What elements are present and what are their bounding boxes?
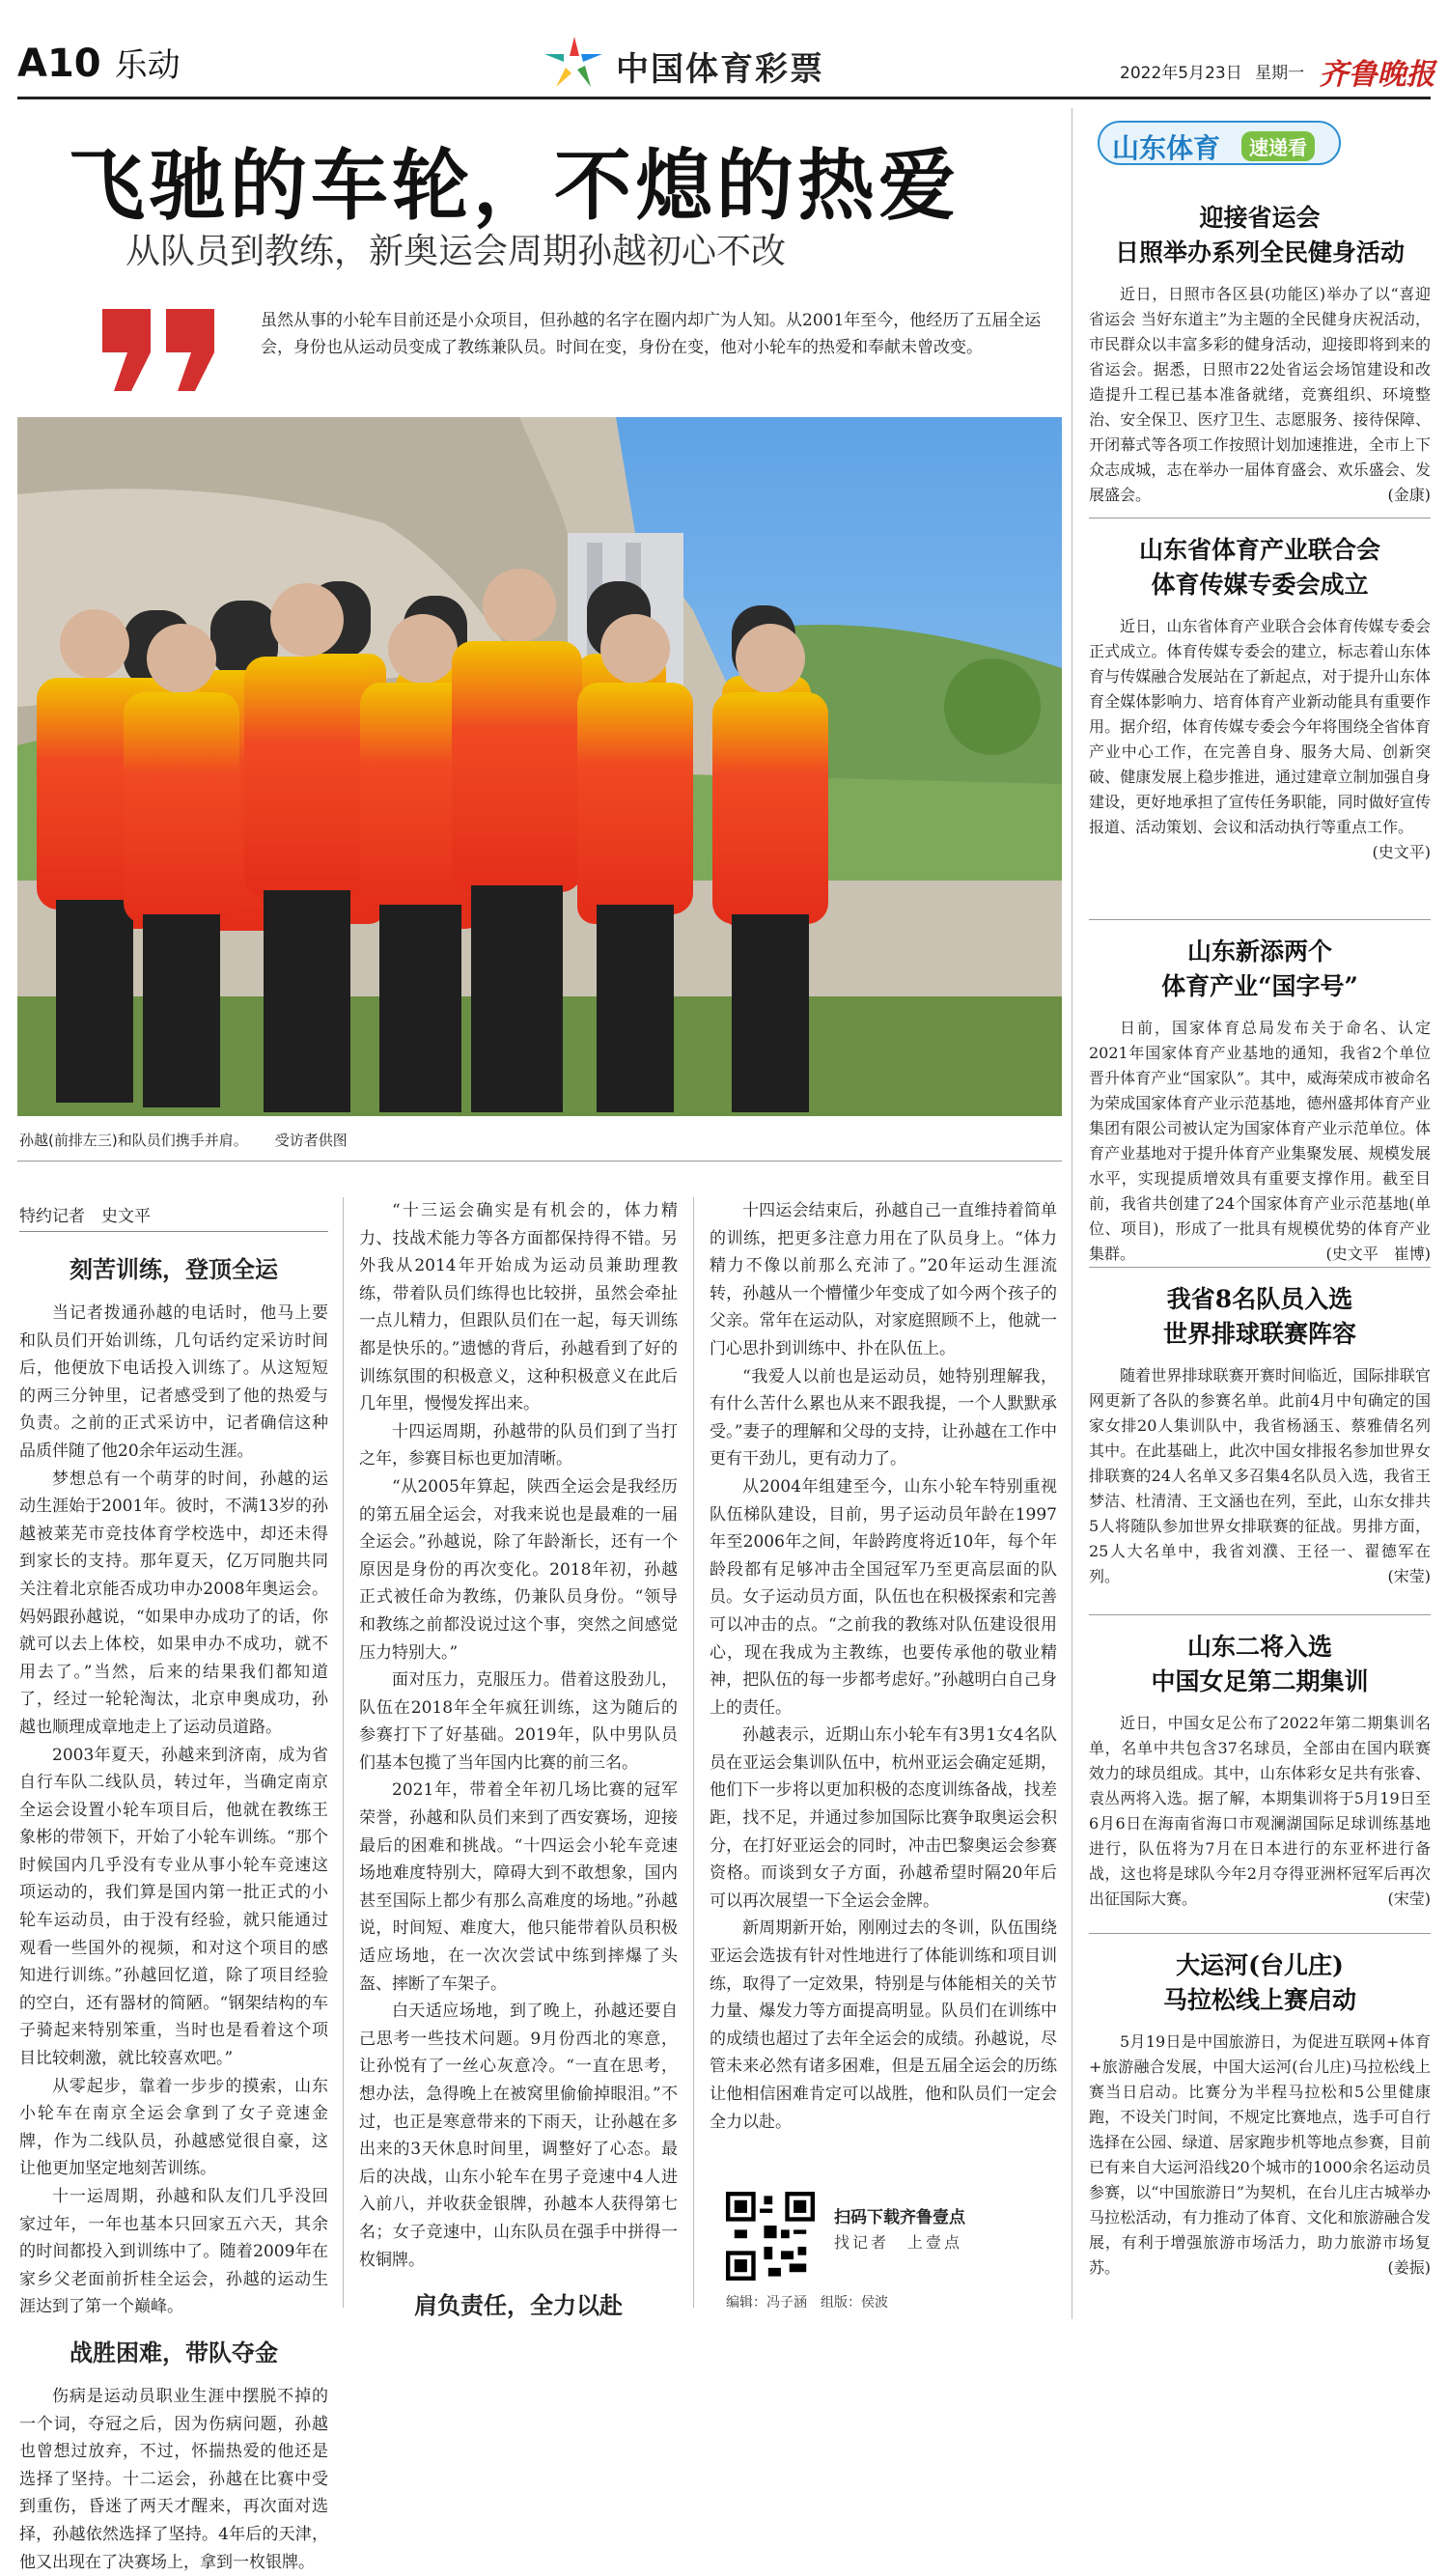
- sidebar-title: 体育产业“国字号”: [1161, 972, 1358, 1000]
- sidebar-title: 山东省体育产业联合会: [1138, 536, 1380, 564]
- sidebar-author: (宋莹): [1387, 1890, 1431, 1908]
- sidebar-body: 近日，中国女足公布了2022年第二期集训名单，名单中共包含37名球员，全部由在国内联赛效力的球员组成。其中，山东体彩女足共有张睿、袁丛两将入选。据了解，本期集训将于5月19日至6月6日在海南省海口市观澜湖国际足球训练基地进行，队伍将为7月在日本进行的东亚杯进行备战，这也将是球队今年2月夺得亚洲杯冠军后再次出征国际大赛。 (宋莹): [1089, 1711, 1431, 1912]
- article-paragraph: 面对压力，克服压力。借着这股劲儿，队伍在2018年全年疯狂训练，这为随后的参赛打下了好基础。2019年，队中男队员们基本包揽了当年国内比赛的前三名。: [359, 1670, 678, 1773]
- sidebar-title: 山东二将入选: [1186, 1633, 1332, 1661]
- article-byline: 特约记者 史文平: [19, 1207, 151, 1226]
- sidebar-title: 体育传媒专委会成立: [1151, 571, 1369, 599]
- section-heading-2: 战胜困难，带队夺金: [70, 2338, 278, 2366]
- sidebar-title: 中国女足第二期集训: [1151, 1667, 1369, 1695]
- article-paragraph: 梦想总有一个萌芽的时间，孙越的运动生涯始于2001年。彼时，不满13岁的孙越被莱芜市竞技体育学校选中，却还未得到家长的支持。那年夏天，亿万同胞共同关注着北京能否成功申办2008年奥运会。妈妈跟孙越说，“如果申办成功了的话，你就可以去上体校，如果申办不成功，就不用去了。”当然，后来的结果我们都知道了，经过一轮轮淘汰，北京申奥成功，孙越也顺理成章地走上了运动员道路。: [19, 1469, 328, 1737]
- article-column-1: [19, 1238, 328, 2572]
- sidebar-title: 我省8名队员入选: [1166, 1285, 1353, 1313]
- qr-section: [726, 2192, 1054, 2317]
- article-headline: 飞驰的车轮，不熄的热爱: [68, 140, 960, 231]
- sidebar-body: 日前，国家体育总局发布关于命名、认定2021年国家体育产业基地的通知，我省2个单位晋升体育产业“国家队”。其中，威海荣成市被命名为荣成国家体育产业示范基地，德州盛邦体育产业集团有限公司被认定为国家体育产业示范单位。体育产业基地对于提升体育产业集聚发展、规模发展水平，实现提质增效具有重要支撑作用。截至目前，我省共创建了24个国家体育产业示范基地(单位、项目)，形成了一批具有规模优势的体育产业集群。 (史文平 崔博): [1089, 1016, 1431, 1267]
- article-paragraph: “我爱人以前也是运动员，她特别理解我，有什么苦什么累也从来不跟我提，一个人默默承受。”妻子的理解和父母的支持，让孙越在工作中更有干劲儿，更有动力了。: [710, 1366, 1057, 1470]
- sidebar-article-2: [1089, 533, 1431, 865]
- article-paragraph: 十四运周期，孙越带的队员们到了当打之年，参赛目标也更加清晰。: [359, 1421, 678, 1470]
- article-subhead: 从队员到教练，新奥运会周期孙越初心不改: [125, 232, 787, 271]
- photo-caption: [19, 1130, 348, 1150]
- article-column-3: [710, 1197, 1057, 2182]
- sidebar-rule: [1089, 1933, 1431, 1934]
- photo-credit: 受访者供图: [274, 1132, 348, 1149]
- page-number: [17, 39, 181, 86]
- sidebar-article-1: [1089, 201, 1431, 508]
- sidebar-article-5: [1089, 1630, 1431, 1912]
- sidebar-article-3: [1089, 935, 1431, 1267]
- sidebar-title: 山东新添两个: [1186, 938, 1332, 966]
- article-paragraph: 从零起步，靠着一步步的摸索，山东小轮车在南京全运会拿到了女子竞速金牌，作为二线队员，孙越感觉很自豪，这让他更加坚定地刻苦训练。: [19, 2076, 328, 2179]
- sidebar-title: 日照举办系列全民健身活动: [1114, 238, 1405, 266]
- sidebar-body: 5月19日是中国旅游日，为促进互联网+体育+旅游融合发展，中国大运河(台儿庄)马拉松线上赛当日启动。比赛分为半程马拉松和5公里健康跑，不设关门时间，不规定比赛地点，选手可自行选择在公园、绿道、居家跑步机等地点参赛，目前已有来自大运河沿线20个城市的1000余名运动员参赛，以“中国旅游日”为契机，在台儿庄古城举办马拉松活动，有力推动了体育、文化和旅游融合发展，有利于增强旅游市场活力，助力旅游市场复苏。 (姜振): [1089, 2030, 1431, 2281]
- sidebar-article-6: [1089, 1948, 1431, 2281]
- qr-code-icon[interactable]: [726, 2192, 815, 2281]
- issue-weekday: 星期一: [1255, 64, 1305, 83]
- sidebar-title: 马拉松线上赛启动: [1162, 1986, 1356, 2014]
- section-heading-1: 刻苦训练，登顶全运: [70, 1255, 278, 1283]
- sidebar-body: 近日，山东省体育产业联合会体育传媒专委会正式成立。体育传媒专委会的建立，标志着山东体育与传媒融合发展站在了新起点，对于提升山东体育全媒体影响力、培育体育产业新动能具有重要作用。据介绍，体育传媒专委会今年将围绕全省体育产业中心工作，在完善自身、服务大局、创新突破、健康发展上稳步推进，通过建章立制加强自身建设，更好地承担了宣传任务职能，同时做好宣传报道、活动策划、会议和活动执行等重点工作。 (史文平): [1089, 614, 1431, 840]
- article-paragraph: “十三运会确实是有机会的，体力精力、技战术能力等各方面都保持得不错。另外我从2014年开始成为运动员兼助理教练，带着队员们练得也比较拼，虽然会牵扯一点儿精力，但跟队员们在一起，每天训练都是快乐的。”遗憾的背后，孙越看到了好的训练氛围的积极意义，这种积极意义在此后几年里，慢慢发挥出来。: [359, 1201, 678, 1414]
- team-photo: [17, 417, 1062, 1116]
- column-divider: [343, 1197, 344, 2308]
- newspaper-logo: 齐鲁晚报: [1319, 58, 1435, 92]
- issue-info: [1120, 50, 1435, 93]
- sidebar-body: 近日，日照市各区县(功能区)举办了以“喜迎省运会 当好东道主”为主题的全民健身庆祝活动，市民群众以丰富多彩的健身活动，迎接即将到来的省运会。据悉，日照市22处省运会场馆建设和改造提升工程已基本准备就绪，竞赛组织、环境整治、安全保卫、医疗卫生、志愿服务、接待保障、开闭幕式等各项工作按照计划加速推进，全市上下众志成城，志在举办一届体育盛会、欢乐盛会、发展盛会。 (金康): [1089, 282, 1431, 508]
- article-paragraph: 新周期新开始，刚刚过去的冬训，队伍围绕亚运会选拔有针对性地进行了体能训练和项目训练，取得了一定效果，特别是与体能相关的关节力量、爆发力等方面提高明显。队员们在训练中的成绩也超过了去年全运会的成绩。孙越说，尽管未来必然有诸多困难，但是五届全运会的历练让他相信困难肯定可以战胜，他和队员们一定会全力以赴。: [710, 1918, 1057, 2132]
- sidebar-news: [1089, 108, 1431, 2319]
- caption-text: 孙越(前排左三)和队员们携手并肩。: [19, 1132, 248, 1149]
- sidebar-author: (宋莹): [1387, 1567, 1431, 1585]
- sidebar-article-4: [1089, 1282, 1431, 1589]
- banner-title: 山东体育: [1112, 132, 1221, 164]
- caption-rule: [17, 1161, 1062, 1162]
- section-name: 乐动: [114, 46, 181, 85]
- article-paragraph: 2021年，带着全年初几场比赛的冠军荣誉，孙越和队员们来到了西安赛场，迎接最后的困难和挑战。“十四运会小轮车竞速场地难度特别大，障碍大到不敢想象，国内甚至国际上都少有那么高难度的场地。”孙越说，时间短、难度大，他只能带着队员积极适应场地，在一次次尝试中练到摔爆了头盔、摔断了车架子。: [359, 1780, 678, 1994]
- banner-tag: 速递看: [1241, 131, 1315, 161]
- brand-name: 中国体育彩票: [616, 50, 824, 89]
- article-paragraph: “从2005年算起，陕西全运会是我经历的第五届全运会，对我来说也是最难的一届全运会。”孙越说，除了年龄渐长，还有一个原因是身份的再次变化。2018年初，孙越正式被任命为教练，仍兼队员身份。“领导和教练之前都没说过这个事，突然之间感觉压力特别大。”: [359, 1476, 678, 1663]
- sidebar-author: (史文平 崔博): [1325, 1245, 1431, 1263]
- byline-rule: [19, 1231, 328, 1232]
- article-paragraph: 十四运会结束后，孙越自己一直维持着简单的训练，把更多注意力用在了队员身上。“体力精力不像以前那么充沛了。”20年运动生涯流转，孙越从一个懵懂少年变成了如今两个孩子的父亲。常年在运动队，对家庭照顾不上，他就一门心思扑到训练中、扑在队伍上。: [710, 1201, 1057, 1358]
- article-paragraph: 当记者拨通孙越的电话时，他马上要和队员们开始训练，几句话约定采访时间后，他便放下电话投入训练了。从这短短的两三分钟里，记者感受到了他的热爱与负责。之前的正式采访中，记者确信这种品质伴随了他20余年运动生涯。: [19, 1303, 328, 1461]
- qr-label: 扫码下载齐鲁壹点: [834, 2208, 965, 2227]
- section-heading-3: 肩负责任，全力以赴: [414, 2291, 623, 2320]
- column-divider: [693, 1197, 694, 2308]
- article-paragraph: 2003年夏天，孙越来到济南，成为省自行车队二线队员，转过年，当确定南京全运会设置小轮车项目后，他就在教练王象彬的带领下，开始了小轮车训练。“那个时候国内几乎没有专业从事小轮车竞速这项运动的，我们算是国内第一批正式的小轮车运动员，由于没有经验，就只能通过观看一些国外的视频，和对这个项目的感知进行训练。”孙越回忆道，除了项目经验的空白，还有器材的简陋。“钢架结构的车子骑起来特别笨重，当时也是看着这个项目比较刺激，就比较喜欢吧。”: [19, 1745, 328, 2069]
- article-paragraph: 十一运周期，孙越和队友们几乎没回家过年，一年也基本只回家五六天，其余的时间都投入到训练中了。随着2009年在家乡父老面前折桂全运会，孙越的运动生涯达到了第一个巅峰。: [19, 2187, 328, 2317]
- page-label: A10: [17, 42, 101, 86]
- article-paragraph: 孙越表示，近期山东小轮车有3男1女4名队员在亚运会集训队伍中，杭州亚运会确定延期，他们下一步将以更加积极的态度训练备战，找差距，找不足，并通过参加国际比赛争取奥运会积分，在打好亚运会的同时，冲击巴黎奥运会参赛资格。而谈到女子方面，孙越希望时隔20年后可以再次展望一下全运会金牌。: [710, 1725, 1057, 1911]
- sidebar-rule: [1089, 1614, 1431, 1615]
- masthead-rule: [17, 97, 1431, 99]
- sidebar-title: 世界排球联赛阵容: [1162, 1320, 1356, 1348]
- lottery-logo: [541, 33, 859, 91]
- qr-sublabel: 找记者 上壹点: [834, 2233, 963, 2252]
- article-paragraph: 从2004年组建至今，山东小轮车特别重视队伍梯队建设，目前，男子运动员年龄在1997年至2006年之间，年龄跨度将近10年，每个年龄段都有足够冲击全国冠军乃至更高层面的队员。女子运动员方面，队伍也在积极探索和完善可以冲击的点。“之前我的教练对队伍建设很用心，现在我成为主教练，也要传承他的敬业精神，把队伍的每一步都考虑好。”孙越明白自己身上的责任。: [710, 1476, 1057, 1718]
- sidebar-rule: [1089, 919, 1431, 920]
- article-paragraph: 白天适应场地，到了晚上，孙越还要自己思考一些技术问题。9月份西北的寒意，让孙悦有了一丝心灰意冷。“一直在思考，想办法，急得晚上在被窝里偷偷掉眼泪。”不过，也正是寒意带来的下雨天，让孙越在多出来的3天休息时间里，调整好了心态。最后的决战，山东小轮车在男子竞速中4人进入前八，并收获金银牌，孙越本人获得第七名；女子竞速中，山东队员在强手中拼得一枚铜牌。: [359, 2002, 678, 2270]
- star-logo-icon: [541, 33, 608, 91]
- quote-mark-icon: [93, 299, 228, 396]
- article-column-2: [359, 1197, 678, 2320]
- issue-date: 2022年5月23日: [1120, 64, 1242, 83]
- sidebar-author: (金康): [1387, 486, 1431, 504]
- sidebar-rule: [1089, 1267, 1431, 1268]
- editor-credits: 编辑：冯子涵 组版：侯波: [726, 2295, 888, 2310]
- sidebar-author: (姜振): [1387, 2258, 1431, 2277]
- sidebar-body: 随着世界排球联赛开赛时间临近，国际排联官网更新了各队的参赛名单。此前4月中旬确定的国家女排20人集训队中，我省杨涵玉、蔡雅倩名列其中。在此基础上，此次中国女排报名参加世界女排联赛的24人名单又多召集4名队员入选，我省王梦洁、杜清清、王文涵也在列，至此，山东女排共5人将随队参加世界女排联赛的征战。男排方面，25人大名单中，我省刘濮、王径一、翟德军在列。 (宋莹): [1089, 1363, 1431, 1589]
- sidebar-title: 大运河(台儿庄): [1176, 1951, 1344, 1979]
- article-paragraph: 伤病是运动员职业生涯中摆脱不掉的一个词，夺冠之后，因为伤病问题，孙越也曾想过放弃，不过，怀揣热爱的他还是选择了坚持。十二运会，孙越在比赛中受到重伤，昏迷了两天才醒来，再次面对选择，孙越依然选择了坚持。4年后的天津，他又出现在了决赛场上，拿到一枚银牌。: [19, 2386, 328, 2572]
- sidebar-author: (史文平): [1372, 843, 1431, 861]
- sidebar-banner: [1099, 118, 1340, 168]
- sidebar-title: 迎接省运会: [1199, 204, 1321, 232]
- article-lead: 虽然从事的小轮车目前还是小众项目，但孙越的名字在圈内却广为人知。从2001年至今，他经历了五届全运会，身份也从运动员变成了教练兼队员。时间在变，身份在变，他对小轮车的热爱和奉献未曾改变。: [261, 311, 1042, 357]
